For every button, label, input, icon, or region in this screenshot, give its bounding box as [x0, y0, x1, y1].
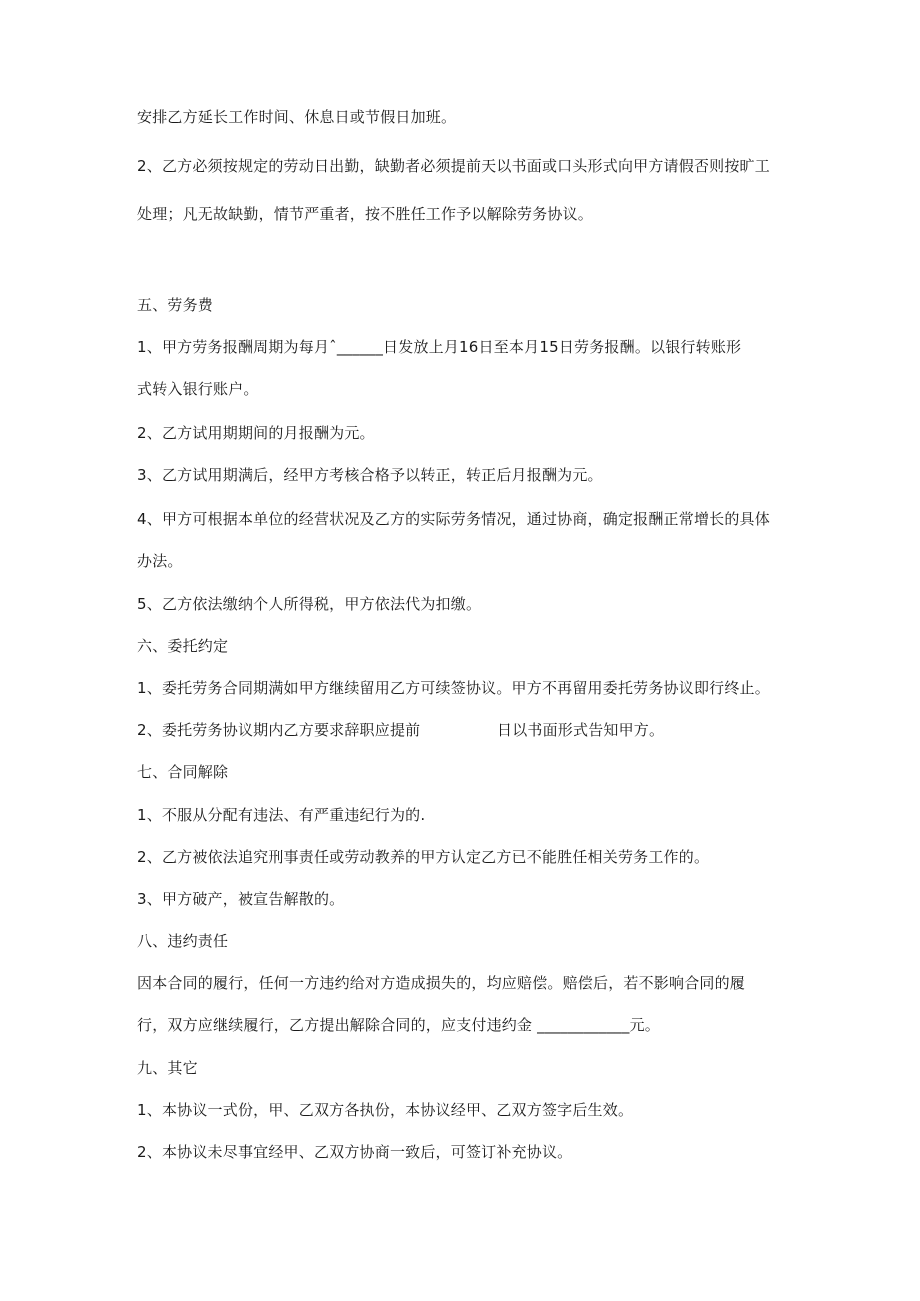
paragraph-line: 日以书面形式告知甲方。 — [497, 721, 665, 739]
paragraph-line: 2、乙方被依法追究刑事责任或劳动教养的甲方认定乙方已不能胜任相关劳务工作的。 — [137, 848, 710, 866]
section-heading: 六、委托约定 — [137, 637, 229, 655]
paragraph-line: 3、乙方试用期满后，经甲方考核合格予以转正，转正后月报酬为元。 — [137, 466, 603, 484]
section-heading: 八、违约责任 — [137, 932, 229, 950]
paragraph-line: 1、委托劳务合同期满如甲方继续留用乙方可续签协议。甲方不再留用委托劳务协议即行终止。 — [137, 679, 770, 697]
paragraph-line: 因本合同的履行，任何一方违约给对方造成损失的，均应赔偿。赔偿后，若不影响合同的履 — [137, 974, 746, 992]
paragraph-line: 3、甲方破产，被宣告解散的。 — [137, 890, 345, 908]
paragraph-line: 处理；凡无故缺勤，情节严重者，按不胜任工作予以解除劳务协议。 — [137, 205, 594, 223]
paragraph-line: 2、委托劳务协议期内乙方要求辞职应提前 — [137, 721, 421, 739]
paragraph-line: 式转入银行账户。 — [137, 380, 259, 398]
section-heading: 七、合同解除 — [137, 763, 229, 781]
paragraph-line: 4、甲方可根据本单位的经营状况及乙方的实际劳务情况，通过协商，确定报酬正常增长的具体 — [137, 510, 770, 528]
paragraph-line: 办法。 — [137, 552, 183, 570]
paragraph-line: 2、乙方必须按规定的劳动日出勤，缺勤者必须提前天以书面或口头形式向甲方请假否则按旷工 — [137, 157, 770, 175]
paragraph-line: 安排乙方延长工作时间、休息日或节假日加班。 — [137, 108, 457, 126]
paragraph-line: 5、乙方依法缴纳个人所得税，甲方依法代为扣缴。 — [137, 595, 482, 613]
paragraph-line: 1、本协议一式份，甲、乙双方各执份，本协议经甲、乙双方签字后生效。 — [137, 1101, 634, 1119]
section-heading: 九、其它 — [137, 1059, 198, 1077]
paragraph-line: 2、本协议未尽事宜经甲、乙双方协商一致后，可签订补充协议。 — [137, 1143, 573, 1161]
paragraph-line: 行，双方应继续履行，乙方提出解除合同的，应支付违约金 ____________元。 — [137, 1016, 660, 1034]
paragraph-line: 1、不服从分配有违法、有严重违纪行为的. — [137, 806, 426, 824]
section-heading: 五、劳务费 — [137, 296, 214, 314]
paragraph-line: 1、甲方劳务报酬周期为每月ˆ______日发放上月16日至本月15日劳务报酬。以银行转账形 — [137, 338, 742, 356]
paragraph-line: 2、乙方试用期期间的月报酬为元。 — [137, 424, 375, 442]
